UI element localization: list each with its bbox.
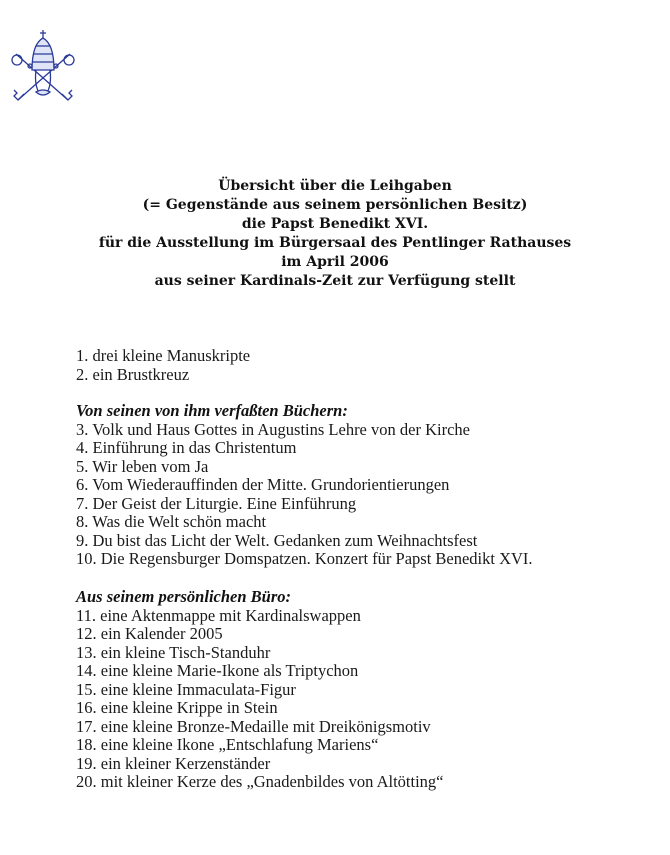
list-item: 16. eine kleine Krippe in Stein bbox=[76, 698, 278, 717]
list-item: 9. Du bist das Licht der Welt. Gedanken zum Weihnachtsfest bbox=[76, 530, 478, 550]
list-item: 1. drei kleine Manuskripte bbox=[76, 346, 251, 365]
heading-line-4: für die Ausstellung im Bürgersaal des Pentlinger Rathauses bbox=[98, 235, 572, 251]
heading-line-6: aus seiner Kardinals-Zeit zur Verfügung stellt bbox=[154, 273, 516, 289]
heading-line-3: die Papst Benedikt XVI. bbox=[241, 216, 429, 232]
books-section bbox=[76, 402, 533, 569]
list-item: 20. mit kleiner Kerze des „Gnadenbildes von Altötting“ bbox=[76, 772, 444, 791]
general-items-list bbox=[76, 347, 250, 384]
list-item: 6. Vom Wiederauffinden der Mitte. Grundorientierungen bbox=[76, 475, 450, 494]
list-item: 3. Volk und Haus Gottes in Augustins Lehre von der Kirche bbox=[76, 419, 470, 439]
office-section-heading: Aus seinem persönlichen Büro: bbox=[76, 587, 291, 606]
heading-line-5: im April 2006 bbox=[281, 254, 389, 270]
office-section bbox=[76, 588, 444, 792]
list-item: 5. Wir leben vom Ja bbox=[76, 456, 209, 476]
list-item: 12. ein Kalender 2005 bbox=[76, 624, 223, 643]
list-item: 18. eine kleine Ikone „Entschlafung Mariens“ bbox=[76, 735, 379, 754]
heading-line-1: Übersicht über die Leihgaben bbox=[218, 178, 452, 194]
list-item: 8. Was die Welt schön macht bbox=[76, 512, 267, 531]
list-item: 15. eine kleine Immaculata-Figur bbox=[76, 679, 296, 699]
books-section-heading: Von seinen von ihm verfaßten Büchern: bbox=[76, 401, 348, 420]
document-heading bbox=[0, 177, 670, 291]
list-item: 2. ein Brustkreuz bbox=[76, 364, 190, 384]
list-item: 13. ein kleine Tisch-Standuhr bbox=[76, 642, 271, 662]
list-item: 17. eine kleine Bronze-Medaille mit Dreikönigsmotiv bbox=[76, 716, 431, 736]
list-item: 14. eine kleine Marie-Ikone als Triptychon bbox=[76, 661, 359, 680]
list-item: 19. ein kleiner Kerzenständer bbox=[76, 753, 271, 773]
list-item: 11. eine Aktenmappe mit Kardinalswappen bbox=[76, 605, 361, 625]
list-item: 4. Einführung in das Christentum bbox=[76, 438, 297, 457]
list-item: 10. Die Regensburger Domspatzen. Konzert für Papst Benedikt XVI. bbox=[76, 549, 533, 568]
heading-line-2: (= Gegenstände aus seinem persönlichen Besitz) bbox=[142, 197, 528, 213]
papal-coat-of-arms-emblem bbox=[10, 30, 76, 112]
list-item: 7. Der Geist der Liturgie. Eine Einführung bbox=[76, 493, 357, 513]
